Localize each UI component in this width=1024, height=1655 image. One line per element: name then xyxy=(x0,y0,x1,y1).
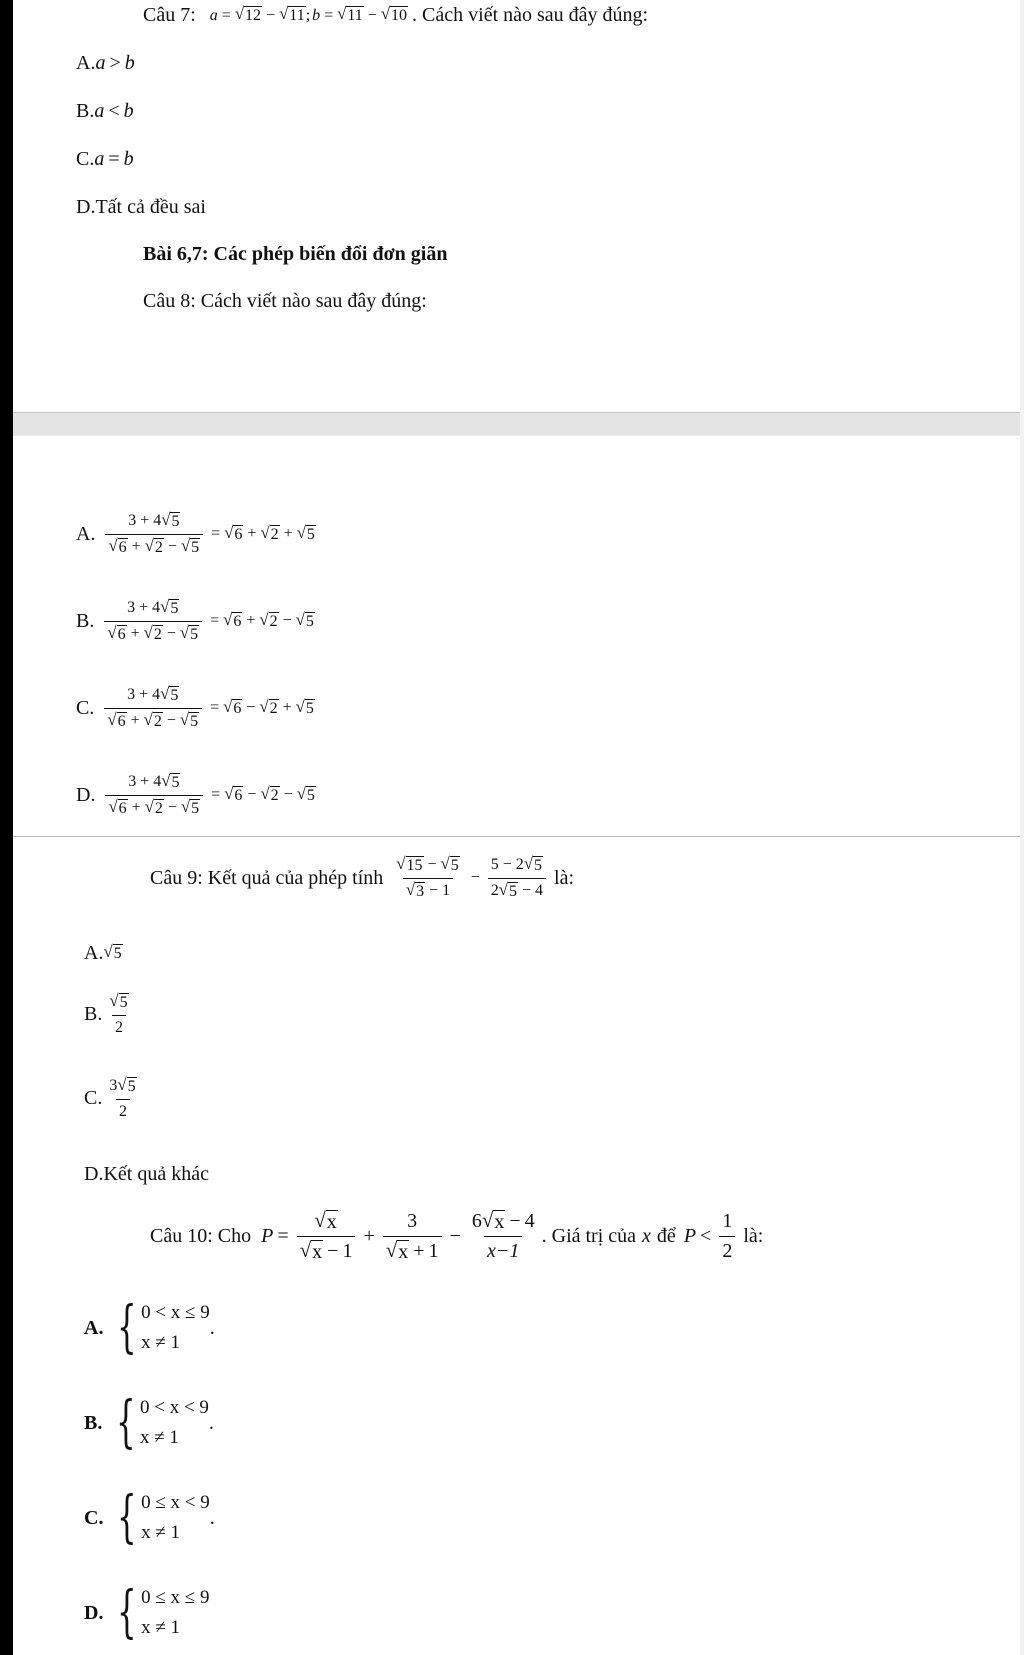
option-label: A. xyxy=(76,52,96,74)
plus-sign: + xyxy=(363,1225,375,1247)
option-label: A. xyxy=(76,522,96,545)
q9-option-a[interactable] xyxy=(84,942,123,965)
inequality-system: { 0 < x ≤ 9 x ≠ 1 xyxy=(117,1295,210,1360)
option-label: A. xyxy=(84,1316,104,1339)
eq-sign: = xyxy=(221,6,231,24)
q7-option-b[interactable] xyxy=(76,100,134,123)
option-relation: > xyxy=(109,52,121,74)
var-P: P xyxy=(261,1225,274,1247)
horizontal-rule xyxy=(13,836,1020,837)
question-9-label: Câu 9: Kết quả của phép tính xyxy=(150,866,384,889)
question-7-label: Câu 7: xyxy=(143,4,196,26)
left-edge-bar xyxy=(0,0,13,1655)
option-label: B. xyxy=(84,1003,103,1026)
q8-option-b[interactable]: B. 3 + 4 √ 5 √ 6 + √ 2 − √ 5 = √ 6 + √ 2 − √ 5 xyxy=(76,597,314,643)
inequality-system: { 0 ≤ x < 9 x ≠ 1 xyxy=(117,1485,210,1550)
fraction: 3 + 4 √ 5 √ 6 + √ 2 − √ 5 xyxy=(105,512,203,556)
fraction: 3 √ 5 2 xyxy=(109,1075,136,1120)
option-text: Kết quả khác xyxy=(103,1163,209,1185)
option-rhs: b xyxy=(123,100,134,122)
q9-option-c[interactable] xyxy=(84,1077,144,1121)
fraction-1: √ x √ x − 1 xyxy=(297,1210,356,1263)
option-label: D. xyxy=(84,1601,104,1624)
q8-option-d[interactable]: D. 3 + 4 √ 5 √ 6 + √ 2 − √ 5 = √ 6 − √ 2 − √ 5 xyxy=(76,771,315,817)
fraction: √ 5 2 xyxy=(109,991,128,1036)
inequality-system: { 0 < x < 9 x ≠ 1 xyxy=(116,1390,209,1455)
minus-sign: − xyxy=(470,869,480,887)
q10-option-a[interactable]: A. { 0 < x ≤ 9 x ≠ 1 . xyxy=(84,1295,215,1360)
option-label: D. xyxy=(76,196,96,218)
fraction-3: 6 √ x − 4 x−1 xyxy=(471,1208,535,1262)
q10-option-b[interactable]: B. { 0 < x < 9 x ≠ 1 . xyxy=(84,1390,214,1455)
sqrt-12: √ 12 xyxy=(234,4,262,25)
section-title: Bài 6,7: Các phép biến đổi đơn giãn xyxy=(143,243,448,265)
minus-sign: − xyxy=(449,1225,461,1247)
option-label: D. xyxy=(76,783,96,806)
option-text: Tất cả đều sai xyxy=(95,196,206,218)
q7-option-c[interactable] xyxy=(76,148,134,171)
right-edge-bar xyxy=(1020,0,1024,1655)
sqrt-10: √ 10 xyxy=(380,4,408,25)
sqrt-11: √ 11 xyxy=(337,4,363,25)
lt-sign: < xyxy=(700,1225,712,1247)
option-rhs: b xyxy=(124,52,135,74)
word-de: để xyxy=(656,1225,676,1247)
q9-option-b[interactable] xyxy=(84,993,136,1037)
fraction-2: 5 − 2 √ 5 2 √ 5 − 4 xyxy=(488,856,546,900)
q7-option-d[interactable] xyxy=(76,196,206,219)
option-label: A. xyxy=(84,942,104,964)
separator: ; xyxy=(305,6,311,24)
option-relation: < xyxy=(108,100,120,122)
option-label: C. xyxy=(84,1087,103,1110)
fraction-1: √ 15 − √ 5 √ 3 − 1 xyxy=(396,854,459,900)
option-lhs: a xyxy=(95,52,106,74)
minus-sign: − xyxy=(367,6,377,24)
fraction-2: 3 √ x + 1 xyxy=(383,1210,442,1263)
var-a: a xyxy=(209,6,218,24)
option-lhs: a xyxy=(94,148,105,170)
option-label: D. xyxy=(84,1163,104,1185)
option-label: C. xyxy=(84,1506,104,1529)
question-10-mid: . Giá trị của xyxy=(541,1225,637,1247)
page-separator-band xyxy=(13,412,1020,436)
fraction: 3 + 4 √ 5 √ 6 + √ 2 − √ 5 xyxy=(104,686,202,730)
question-8-label: Câu 8: Cách viết nào sau đây đúng: xyxy=(143,290,427,312)
question-9-line xyxy=(150,856,574,900)
option-label: B. xyxy=(84,1411,103,1434)
question-10-label: Câu 10: Cho xyxy=(150,1225,252,1247)
fraction: 3 + 4 √ 5 √ 6 + √ 2 − √ 5 xyxy=(105,773,203,817)
q10-option-c[interactable]: C. { 0 ≤ x < 9 x ≠ 1 . xyxy=(84,1485,215,1550)
option-label: B. xyxy=(76,609,95,632)
q9-option-d[interactable] xyxy=(84,1163,209,1186)
inequality-system: { 0 ≤ x ≤ 9 x ≠ 1 xyxy=(117,1580,210,1645)
q8-option-a[interactable]: A. 3 + 4 √ 5 √ 6 + √ 2 − √ 5 = √ 6 + √ 2 + √ 5 xyxy=(76,510,315,556)
eq-sign: = xyxy=(324,6,334,24)
question-10-line xyxy=(150,1210,763,1263)
q8-option-c[interactable]: C. 3 + 4 √ 5 √ 6 + √ 2 − √ 5 = √ 6 − √ 2 + √ 5 xyxy=(76,684,314,730)
option-relation: = xyxy=(108,148,120,170)
question-7-line xyxy=(143,4,648,27)
var-P: P xyxy=(683,1225,697,1247)
q10-option-d[interactable] xyxy=(84,1580,210,1645)
var-b: b xyxy=(312,6,321,24)
sqrt-5: √ 5 xyxy=(103,942,122,963)
eq-sign: = xyxy=(277,1225,289,1247)
option-label: C. xyxy=(76,148,95,170)
question-7-tail: . Cách viết nào sau đây đúng: xyxy=(412,4,649,26)
question-10-tail: là: xyxy=(743,1225,764,1247)
var-x: x xyxy=(642,1225,651,1247)
option-label: C. xyxy=(76,696,95,719)
q7-option-a[interactable] xyxy=(76,52,135,75)
fraction-half: $\frac{1}{2}$ xyxy=(719,1210,735,1263)
option-lhs: a xyxy=(94,100,105,122)
minus-sign: − xyxy=(266,6,276,24)
sqrt-11: √ 11 xyxy=(279,4,305,25)
option-label: B. xyxy=(76,100,95,122)
fraction: 3 + 4 √ 5 √ 6 + √ 2 − √ 5 xyxy=(104,599,202,643)
option-rhs: b xyxy=(123,148,134,170)
question-9-tail: là: xyxy=(554,866,575,889)
